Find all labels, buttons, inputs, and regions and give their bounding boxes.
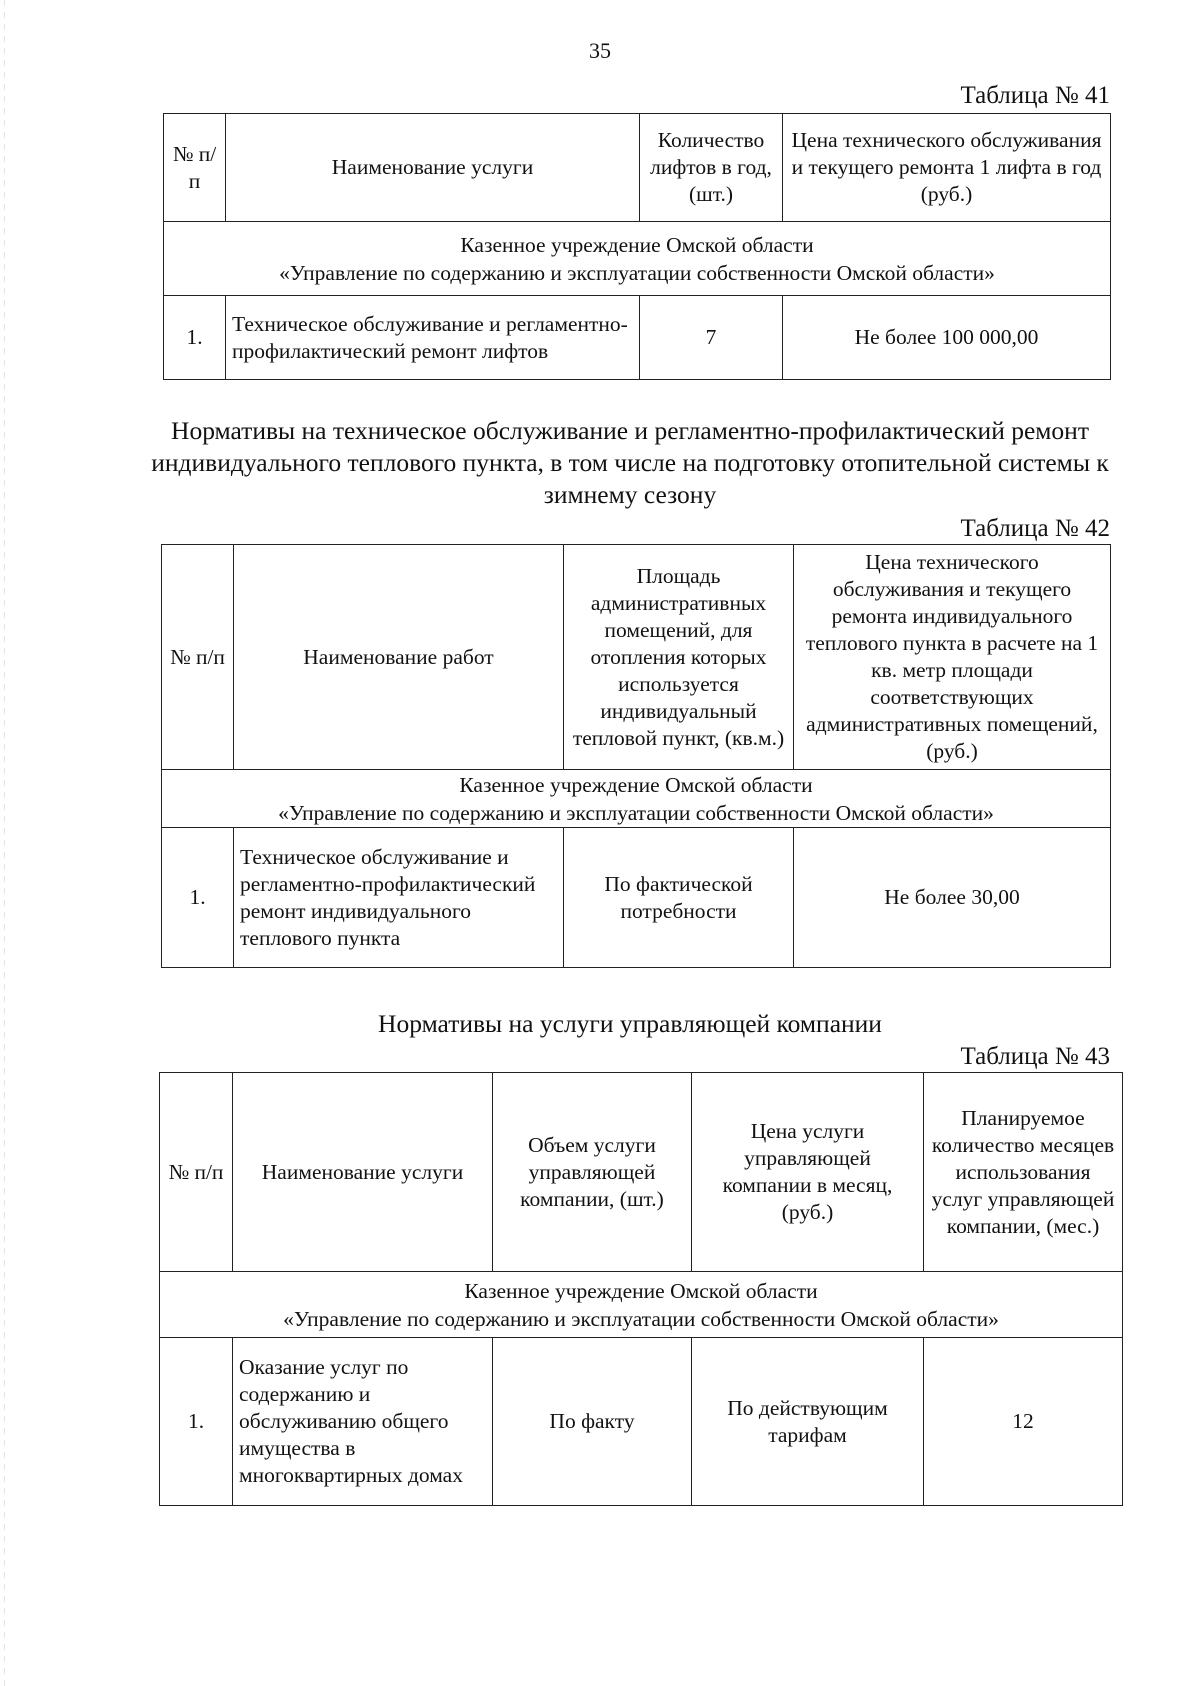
header-num: № п/п [164,114,226,222]
header-num: № п/п [160,1073,233,1272]
org-line-1: Казенное учреждение Омской области [460,232,814,257]
org-row [164,222,1111,296]
table-header-row [160,1073,1123,1272]
org-cell [160,1272,1123,1338]
table-43-caption: Таблица № 43 [960,1043,1110,1070]
org-row [160,1272,1123,1338]
org-line-2: «Управление по содержанию и эксплуатации собственности Омской области» [278,800,994,825]
header-name: Наименование услуги [226,114,640,222]
header-num: № п/п [162,545,234,770]
org-line-2: «Управление по содержанию и эксплуатации собственности Омской области» [279,260,995,285]
header-qty: Количество лифтов в год, (шт.) [640,114,783,222]
table-row [160,1338,1123,1506]
org-line-2: «Управление по содержанию и эксплуатации собственности Омской области» [283,1306,999,1331]
table-42 [161,544,1111,968]
header-name: Наименование услуги [233,1073,493,1272]
row-num: 1. [160,1338,233,1506]
org-cell [164,222,1111,296]
row-num: 1. [164,296,226,380]
page-number: 35 [589,38,611,63]
header-name: Наименование работ [234,545,564,770]
header-price: Цена технического обслуживания и текущего ремонта 1 лифта в год (руб.) [783,114,1111,222]
row-price: Не более 30,00 [794,828,1111,968]
row-num: 1. [162,828,234,968]
row-name: Оказание услуг по содержанию и обслуживанию общего имущества в многоквартирных домах [233,1338,493,1506]
org-cell [162,770,1111,828]
table-42-caption: Таблица № 42 [960,515,1110,542]
row-name: Техническое обслуживание и регламентно-профилактический ремонт индивидуального теплового пункта [234,828,564,968]
table-header-row [162,545,1111,770]
header-area: Площадь административных помещений, для отопления которых используется индивидуальный тепловой пункт, (кв.м.) [564,545,794,770]
table-41-caption: Таблица № 41 [960,82,1110,109]
table-43 [159,1072,1123,1506]
scan-edge-artifact [4,0,5,1686]
row-name: Техническое обслуживание и регламентно-профилактический ремонт лифтов [226,296,640,380]
header-price: Цена технического обслуживания и текущего ремонта индивидуального теплового пункта в расчете на 1 кв. метр площади соответствующих административных помещений, (руб.) [794,545,1111,770]
table-header-row [164,114,1111,222]
header-months: Планируемое количество месяцев использования услуг управляющей компании, (мес.) [924,1073,1123,1272]
table-row [162,828,1111,968]
heading-43: Нормативы на услуги управляющей компании [378,1009,882,1038]
org-line-1: Казенное учреждение Омской области [464,1278,818,1303]
heading-42: Нормативы на техническое обслуживание и регламентно-профилактический ремонт индивидуального теплового пункта, в том числе на подготовку отопительной системы к зимнему сезону [151,416,1109,509]
table-41 [163,113,1111,380]
org-row [162,770,1111,828]
row-volume: По факту [493,1338,692,1506]
row-price: Не более 100 000,00 [783,296,1111,380]
header-volume: Объем услуги управляющей компании, (шт.) [493,1073,692,1272]
row-area: По фактической потребности [564,828,794,968]
table-row [164,296,1111,380]
header-price: Цена услуги управляющей компании в месяц, (руб.) [692,1073,924,1272]
row-price: По действующим тарифам [692,1338,924,1506]
org-line-1: Казенное учреждение Омской области [459,772,813,797]
row-months: 12 [924,1338,1123,1506]
row-qty: 7 [640,296,783,380]
